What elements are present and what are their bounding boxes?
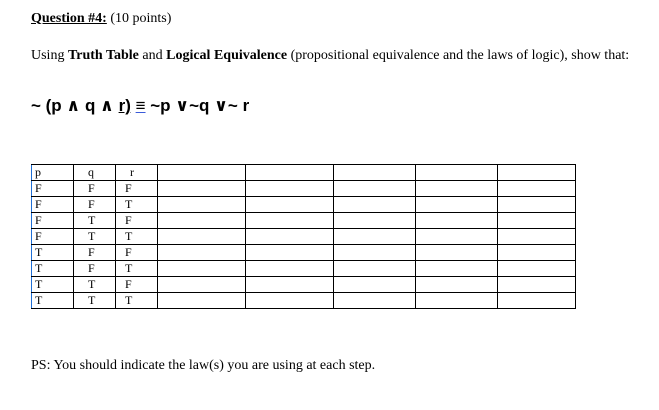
cell-p: F bbox=[32, 197, 74, 213]
empty-cell[interactable] bbox=[498, 213, 576, 229]
empty-cell[interactable] bbox=[158, 197, 246, 213]
cell-r: F bbox=[116, 245, 158, 261]
empty-cell[interactable] bbox=[158, 229, 246, 245]
table-header-row bbox=[32, 165, 576, 181]
formula bbox=[31, 96, 249, 116]
empty-cell[interactable] bbox=[246, 277, 334, 293]
empty-cell[interactable] bbox=[334, 181, 416, 197]
empty-cell[interactable] bbox=[246, 181, 334, 197]
header-cell-p: p bbox=[32, 165, 74, 181]
cell-r: F bbox=[116, 277, 158, 293]
empty-cell[interactable] bbox=[158, 293, 246, 309]
cell-q: T bbox=[74, 213, 116, 229]
cell-r: T bbox=[116, 261, 158, 277]
cell-p: T bbox=[32, 245, 74, 261]
table-row bbox=[32, 213, 576, 229]
cell-r: T bbox=[116, 293, 158, 309]
table-row bbox=[32, 277, 576, 293]
header-cell-empty[interactable] bbox=[246, 165, 334, 181]
cell-q: F bbox=[74, 197, 116, 213]
instructions-text-1: Using bbox=[31, 48, 68, 63]
cell-q: F bbox=[74, 261, 116, 277]
empty-cell[interactable] bbox=[416, 197, 498, 213]
empty-cell[interactable] bbox=[158, 261, 246, 277]
table-row bbox=[32, 229, 576, 245]
empty-cell[interactable] bbox=[334, 197, 416, 213]
cell-p: T bbox=[32, 293, 74, 309]
empty-cell[interactable] bbox=[334, 245, 416, 261]
empty-cell[interactable] bbox=[334, 277, 416, 293]
empty-cell[interactable] bbox=[416, 245, 498, 261]
cell-q: F bbox=[74, 245, 116, 261]
empty-cell[interactable] bbox=[158, 245, 246, 261]
empty-cell[interactable] bbox=[158, 213, 246, 229]
empty-cell[interactable] bbox=[334, 293, 416, 309]
cell-r: F bbox=[116, 213, 158, 229]
truth-table bbox=[31, 164, 576, 309]
header-cell-r: r bbox=[116, 165, 158, 181]
cell-q: T bbox=[74, 293, 116, 309]
empty-cell[interactable] bbox=[416, 277, 498, 293]
formula-lhs-underlined: r) bbox=[118, 96, 131, 115]
instructions-text-3: (propositional equivalence and the laws of logic), show that: bbox=[287, 48, 630, 63]
ps-note: PS: You should indicate the law(s) you are using at each step. bbox=[31, 358, 376, 373]
empty-cell[interactable] bbox=[334, 229, 416, 245]
empty-cell[interactable] bbox=[246, 245, 334, 261]
empty-cell[interactable] bbox=[246, 197, 334, 213]
header-cell-empty[interactable] bbox=[498, 165, 576, 181]
formula-equivalence-symbol: ≡ bbox=[135, 96, 146, 115]
cell-q: F bbox=[74, 181, 116, 197]
empty-cell[interactable] bbox=[416, 181, 498, 197]
question-label: Question #4: bbox=[31, 11, 107, 26]
empty-cell[interactable] bbox=[334, 261, 416, 277]
table-row bbox=[32, 197, 576, 213]
empty-cell[interactable] bbox=[498, 245, 576, 261]
header-cell-empty[interactable] bbox=[416, 165, 498, 181]
empty-cell[interactable] bbox=[498, 261, 576, 277]
instructions-bold-logical-equivalence: Logical Equivalence bbox=[166, 48, 288, 63]
empty-cell[interactable] bbox=[416, 229, 498, 245]
formula-rhs: ~p ∨~q ∨~ r bbox=[145, 96, 250, 115]
empty-cell[interactable] bbox=[334, 213, 416, 229]
question-points: (10 points) bbox=[110, 11, 172, 26]
cell-p: F bbox=[32, 181, 74, 197]
cell-q: T bbox=[74, 277, 116, 293]
empty-cell[interactable] bbox=[246, 293, 334, 309]
cell-r: T bbox=[116, 197, 158, 213]
instructions bbox=[31, 46, 631, 65]
table-row bbox=[32, 293, 576, 309]
empty-cell[interactable] bbox=[246, 229, 334, 245]
header-cell-empty[interactable] bbox=[158, 165, 246, 181]
empty-cell[interactable] bbox=[416, 213, 498, 229]
table-row bbox=[32, 261, 576, 277]
cell-p: F bbox=[32, 229, 74, 245]
cell-p: T bbox=[32, 261, 74, 277]
cell-q: T bbox=[74, 229, 116, 245]
table-row bbox=[32, 245, 576, 261]
empty-cell[interactable] bbox=[498, 197, 576, 213]
empty-cell[interactable] bbox=[158, 277, 246, 293]
header-cell-q: q bbox=[74, 165, 116, 181]
empty-cell[interactable] bbox=[498, 293, 576, 309]
cell-r: T bbox=[116, 229, 158, 245]
empty-cell[interactable] bbox=[498, 229, 576, 245]
cell-p: F bbox=[32, 213, 74, 229]
instructions-bold-truth-table: Truth Table bbox=[67, 48, 139, 63]
question-heading bbox=[31, 11, 171, 27]
empty-cell[interactable] bbox=[416, 293, 498, 309]
empty-cell[interactable] bbox=[158, 181, 246, 197]
empty-cell[interactable] bbox=[246, 261, 334, 277]
cell-p: T bbox=[32, 277, 74, 293]
instructions-text-2: and bbox=[138, 48, 167, 63]
empty-cell[interactable] bbox=[498, 181, 576, 197]
empty-cell[interactable] bbox=[416, 261, 498, 277]
table-row bbox=[32, 181, 576, 197]
formula-lhs: ~ (p ∧ q ∧ bbox=[31, 96, 119, 115]
empty-cell[interactable] bbox=[498, 277, 576, 293]
header-cell-empty[interactable] bbox=[334, 165, 416, 181]
cell-r: F bbox=[116, 181, 158, 197]
empty-cell[interactable] bbox=[246, 213, 334, 229]
